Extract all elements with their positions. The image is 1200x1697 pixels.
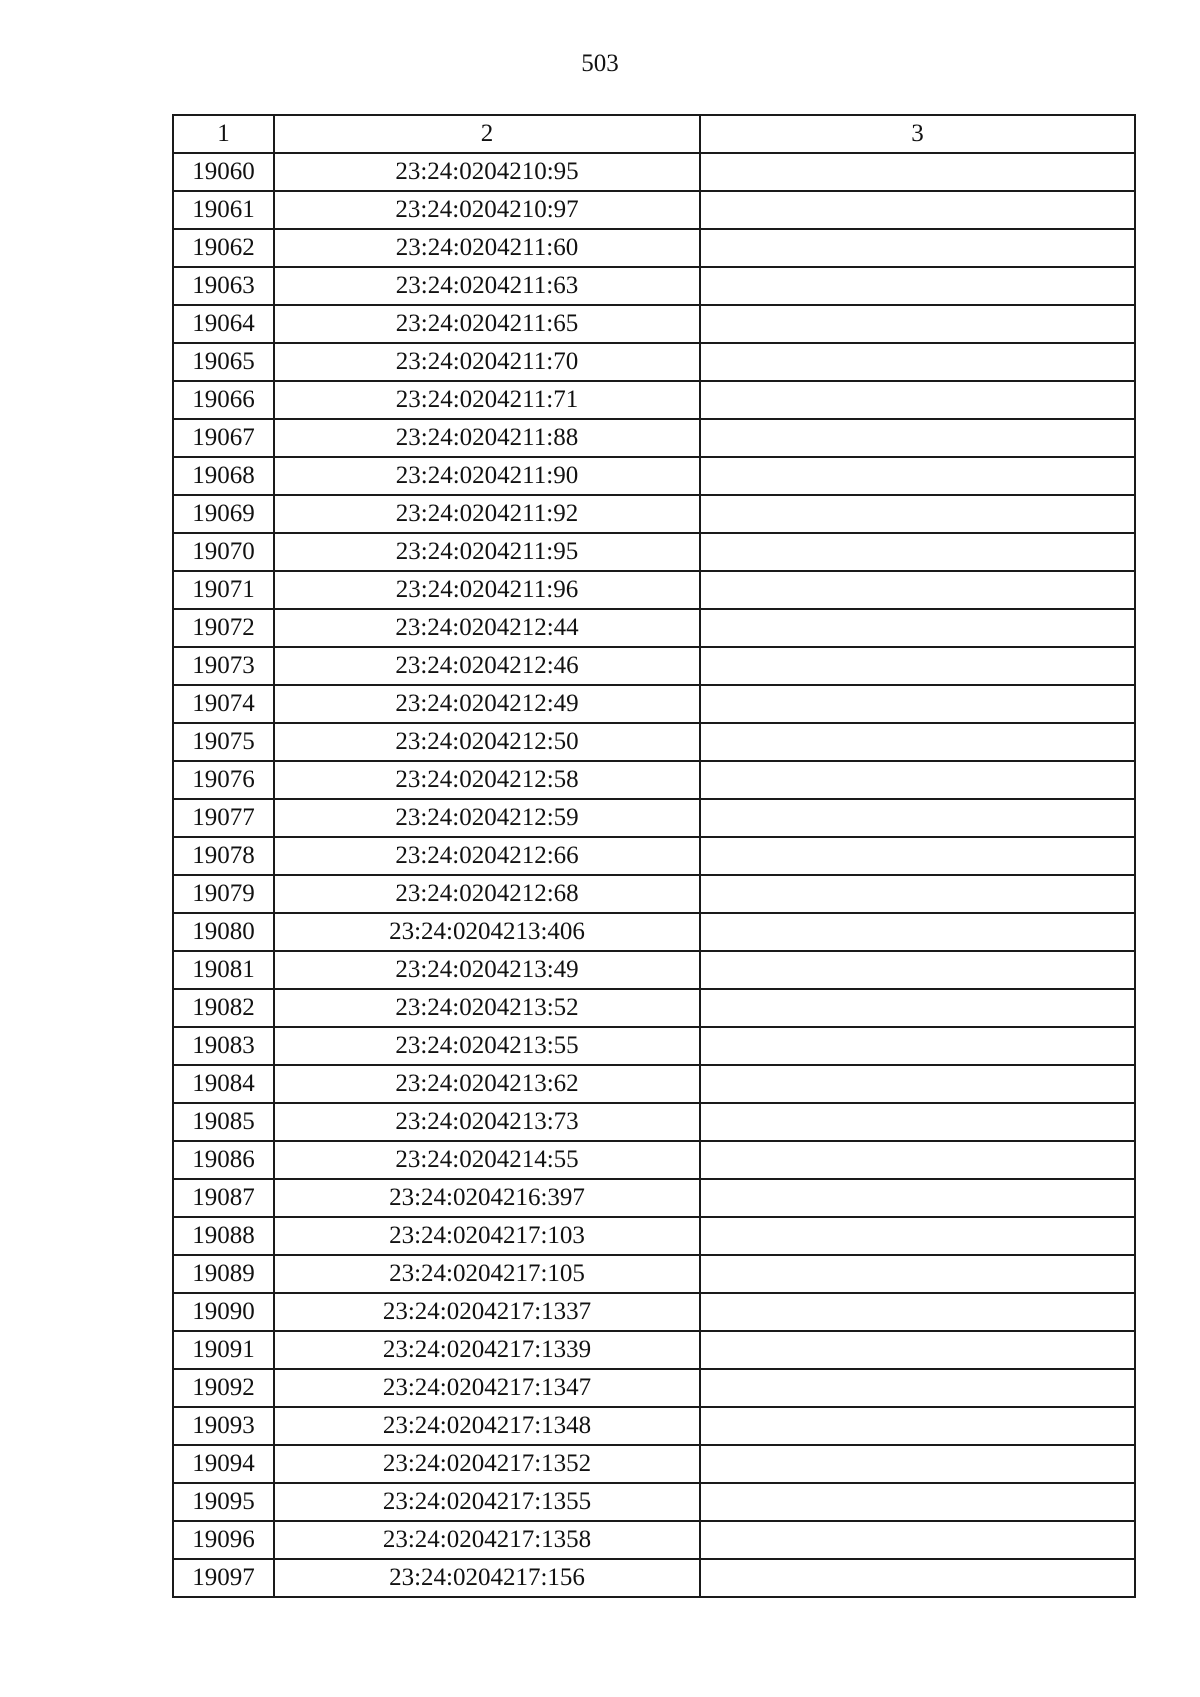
table-row: [173, 685, 1135, 723]
table-row: [173, 1027, 1135, 1065]
table-row: [173, 1255, 1135, 1293]
row-number-cell: 19094: [173, 1445, 274, 1483]
note-cell: [700, 1065, 1135, 1103]
table-row: [173, 989, 1135, 1027]
row-number-cell: 19079: [173, 875, 274, 913]
cadastral-number-cell: 23:24:0204211:63: [274, 267, 700, 305]
cadastral-number-cell: 23:24:0204211:88: [274, 419, 700, 457]
note-cell: [700, 1445, 1135, 1483]
table-row: [173, 1521, 1135, 1559]
cadastral-number-cell: 23:24:0204211:71: [274, 381, 700, 419]
cadastral-number-cell: 23:24:0204213:73: [274, 1103, 700, 1141]
cadastral-number-cell: 23:24:0204213:52: [274, 989, 700, 1027]
row-number-cell: 19067: [173, 419, 274, 457]
row-number-cell: 19061: [173, 191, 274, 229]
table-body: [173, 153, 1135, 1597]
header-row: [173, 115, 1135, 153]
table-row: [173, 1141, 1135, 1179]
header-cell-3: 3: [700, 115, 1135, 153]
table-row: [173, 1217, 1135, 1255]
page-number: 503: [581, 50, 619, 77]
table-row: [173, 875, 1135, 913]
row-number-cell: 19091: [173, 1331, 274, 1369]
table-row: [173, 191, 1135, 229]
note-cell: [700, 419, 1135, 457]
cadastral-number-cell: 23:24:0204213:55: [274, 1027, 700, 1065]
note-cell: [700, 267, 1135, 305]
table-row: [173, 229, 1135, 267]
row-number-cell: 19085: [173, 1103, 274, 1141]
table-row: [173, 1293, 1135, 1331]
note-cell: [700, 1521, 1135, 1559]
note-cell: [700, 1141, 1135, 1179]
table-row: [173, 533, 1135, 571]
note-cell: [700, 913, 1135, 951]
cadastral-number-cell: 23:24:0204210:97: [274, 191, 700, 229]
table-row: [173, 305, 1135, 343]
table-row: [173, 913, 1135, 951]
cadastral-number-cell: 23:24:0204212:68: [274, 875, 700, 913]
row-number-cell: 19087: [173, 1179, 274, 1217]
row-number-cell: 19076: [173, 761, 274, 799]
table-row: [173, 153, 1135, 191]
header-cell-1: 1: [173, 115, 274, 153]
row-number-cell: 19078: [173, 837, 274, 875]
table-row: [173, 1103, 1135, 1141]
row-number-cell: 19088: [173, 1217, 274, 1255]
note-cell: [700, 1331, 1135, 1369]
table-row: [173, 761, 1135, 799]
data-table: [172, 114, 1136, 1598]
row-number-cell: 19062: [173, 229, 274, 267]
cadastral-number-cell: 23:24:0204213:406: [274, 913, 700, 951]
table-container: [172, 114, 1136, 1598]
note-cell: [700, 799, 1135, 837]
note-cell: [700, 457, 1135, 495]
table-row: [173, 267, 1135, 305]
table-row: [173, 343, 1135, 381]
cadastral-number-cell: 23:24:0204213:62: [274, 1065, 700, 1103]
note-cell: [700, 989, 1135, 1027]
cadastral-number-cell: 23:24:0204214:55: [274, 1141, 700, 1179]
row-number-cell: 19083: [173, 1027, 274, 1065]
note-cell: [700, 1217, 1135, 1255]
table-row: [173, 837, 1135, 875]
cadastral-number-cell: 23:24:0204211:60: [274, 229, 700, 267]
table-row: [173, 1407, 1135, 1445]
row-number-cell: 19093: [173, 1407, 274, 1445]
cadastral-number-cell: 23:24:0204217:1337: [274, 1293, 700, 1331]
row-number-cell: 19068: [173, 457, 274, 495]
note-cell: [700, 305, 1135, 343]
note-cell: [700, 1483, 1135, 1521]
cadastral-number-cell: 23:24:0204212:66: [274, 837, 700, 875]
cadastral-number-cell: 23:24:0204217:1348: [274, 1407, 700, 1445]
row-number-cell: 19082: [173, 989, 274, 1027]
note-cell: [700, 1255, 1135, 1293]
row-number-cell: 19095: [173, 1483, 274, 1521]
note-cell: [700, 381, 1135, 419]
cadastral-number-cell: 23:24:0204213:49: [274, 951, 700, 989]
cadastral-number-cell: 23:24:0204211:65: [274, 305, 700, 343]
note-cell: [700, 647, 1135, 685]
table-row: [173, 1369, 1135, 1407]
table-header: [173, 115, 1135, 153]
row-number-cell: 19070: [173, 533, 274, 571]
table-row: [173, 799, 1135, 837]
cadastral-number-cell: 23:24:0204212:50: [274, 723, 700, 761]
row-number-cell: 19084: [173, 1065, 274, 1103]
cadastral-number-cell: 23:24:0204212:44: [274, 609, 700, 647]
row-number-cell: 19065: [173, 343, 274, 381]
row-number-cell: 19090: [173, 1293, 274, 1331]
row-number-cell: 19092: [173, 1369, 274, 1407]
cadastral-number-cell: 23:24:0204211:92: [274, 495, 700, 533]
table-row: [173, 1179, 1135, 1217]
table-row: [173, 1331, 1135, 1369]
table-row: [173, 723, 1135, 761]
note-cell: [700, 837, 1135, 875]
note-cell: [700, 571, 1135, 609]
note-cell: [700, 609, 1135, 647]
cadastral-number-cell: 23:24:0204217:1339: [274, 1331, 700, 1369]
note-cell: [700, 1407, 1135, 1445]
cadastral-number-cell: 23:24:0204211:95: [274, 533, 700, 571]
row-number-cell: 19071: [173, 571, 274, 609]
note-cell: [700, 1027, 1135, 1065]
row-number-cell: 19077: [173, 799, 274, 837]
cadastral-number-cell: 23:24:0204211:96: [274, 571, 700, 609]
cadastral-number-cell: 23:24:0204212:46: [274, 647, 700, 685]
row-number-cell: 19072: [173, 609, 274, 647]
row-number-cell: 19097: [173, 1559, 274, 1597]
table-row: [173, 381, 1135, 419]
note-cell: [700, 153, 1135, 191]
row-number-cell: 19074: [173, 685, 274, 723]
note-cell: [700, 1179, 1135, 1217]
cadastral-number-cell: 23:24:0204212:58: [274, 761, 700, 799]
row-number-cell: 19066: [173, 381, 274, 419]
note-cell: [700, 533, 1135, 571]
note-cell: [700, 1559, 1135, 1597]
cadastral-number-cell: 23:24:0204217:105: [274, 1255, 700, 1293]
row-number-cell: 19086: [173, 1141, 274, 1179]
note-cell: [700, 1293, 1135, 1331]
cadastral-number-cell: 23:24:0204211:90: [274, 457, 700, 495]
table-row: [173, 1559, 1135, 1597]
note-cell: [700, 685, 1135, 723]
cadastral-number-cell: 23:24:0204217:1358: [274, 1521, 700, 1559]
cadastral-number-cell: 23:24:0204216:397: [274, 1179, 700, 1217]
cadastral-number-cell: 23:24:0204212:49: [274, 685, 700, 723]
cadastral-number-cell: 23:24:0204212:59: [274, 799, 700, 837]
note-cell: [700, 343, 1135, 381]
cadastral-number-cell: 23:24:0204217:103: [274, 1217, 700, 1255]
header-cell-2: 2: [274, 115, 700, 153]
row-number-cell: 19073: [173, 647, 274, 685]
note-cell: [700, 951, 1135, 989]
table-row: [173, 609, 1135, 647]
note-cell: [700, 191, 1135, 229]
row-number-cell: 19096: [173, 1521, 274, 1559]
cadastral-number-cell: 23:24:0204217:1355: [274, 1483, 700, 1521]
note-cell: [700, 1103, 1135, 1141]
note-cell: [700, 761, 1135, 799]
cadastral-number-cell: 23:24:0204217:1352: [274, 1445, 700, 1483]
table-row: [173, 647, 1135, 685]
row-number-cell: 19080: [173, 913, 274, 951]
note-cell: [700, 1369, 1135, 1407]
row-number-cell: 19089: [173, 1255, 274, 1293]
table-row: [173, 1483, 1135, 1521]
note-cell: [700, 229, 1135, 267]
note-cell: [700, 495, 1135, 533]
note-cell: [700, 723, 1135, 761]
cadastral-number-cell: 23:24:0204217:156: [274, 1559, 700, 1597]
note-cell: [700, 875, 1135, 913]
row-number-cell: 19064: [173, 305, 274, 343]
cadastral-number-cell: 23:24:0204217:1347: [274, 1369, 700, 1407]
row-number-cell: 19081: [173, 951, 274, 989]
table-row: [173, 1445, 1135, 1483]
table-row: [173, 457, 1135, 495]
table-row: [173, 951, 1135, 989]
table-row: [173, 495, 1135, 533]
row-number-cell: 19060: [173, 153, 274, 191]
table-row: [173, 419, 1135, 457]
table-row: [173, 571, 1135, 609]
table-row: [173, 1065, 1135, 1103]
cadastral-number-cell: 23:24:0204211:70: [274, 343, 700, 381]
row-number-cell: 19069: [173, 495, 274, 533]
row-number-cell: 19063: [173, 267, 274, 305]
row-number-cell: 19075: [173, 723, 274, 761]
cadastral-number-cell: 23:24:0204210:95: [274, 153, 700, 191]
